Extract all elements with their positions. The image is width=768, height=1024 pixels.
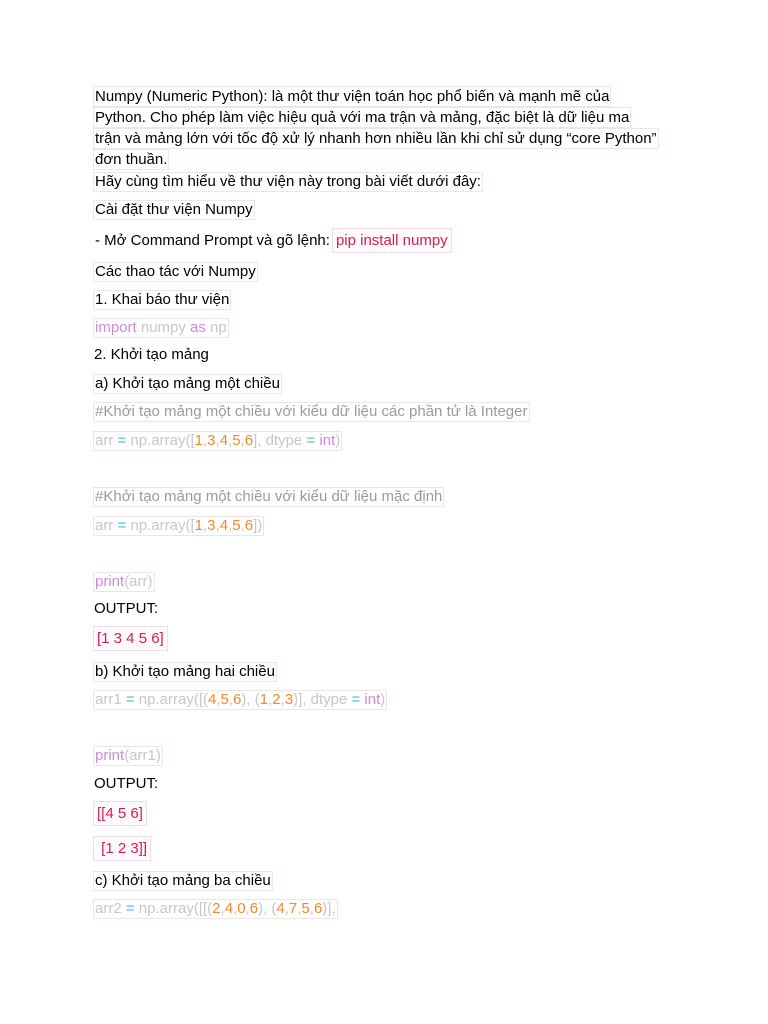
install-heading: Cài đặt thư viện Numpy xyxy=(95,201,253,218)
code-print-arr: print(arr) xyxy=(95,573,153,590)
import-keyword: import xyxy=(95,319,137,336)
import-code xyxy=(93,318,229,338)
output-2-line-2: [1 2 3]] xyxy=(93,836,151,861)
output-1: [1 3 4 5 6] xyxy=(93,626,168,651)
code-line-arr1: arr1 = np.array([(4,5,6), (1,2,3)], dtype = int) xyxy=(95,691,386,708)
code-line-arr-int: arr = np.array([1,3,4,5,6], dtype = int) xyxy=(95,432,341,449)
intro-paragraph xyxy=(93,86,659,170)
code-line-arr-default: arr = np.array([1,3,4,5,6]) xyxy=(95,517,263,534)
ops-heading: Các thao tác với Numpy xyxy=(95,263,256,280)
section1-heading: 1. Khai báo thư viện xyxy=(95,291,230,308)
install-instruction-row xyxy=(93,228,452,254)
section2b-heading: b) Khởi tạo mảng hai chiều xyxy=(95,663,275,680)
code-print-arr1: print(arr1) xyxy=(95,747,161,764)
module-alias: np xyxy=(205,319,227,336)
code-comment-2: #Khởi tạo mảng một chiều với kiểu dữ liệu mặc định xyxy=(95,488,443,505)
code-line-arr2: arr2 = np.array([[(2,4,0,6), (4,7,5,6)], xyxy=(95,900,336,917)
intro-line-4: đơn thuần. xyxy=(95,151,168,168)
intro-line-1: Numpy (Numeric Python): là một thư viện toán học phổ biến và mạnh mẽ của xyxy=(95,88,610,105)
install-command: pip install numpy xyxy=(332,228,452,253)
section2c-heading: c) Khởi tạo mảng ba chiều xyxy=(95,872,271,889)
intro-line-3: trận và mảng lớn với tốc độ xử lý nhanh hơn nhiều lần khi chỉ sử dụng “core Python” xyxy=(95,130,657,147)
install-instruction: - Mở Command Prompt và gõ lệnh: xyxy=(93,228,332,254)
output-label-1: OUTPUT: xyxy=(94,600,159,617)
as-keyword: as xyxy=(190,319,206,336)
output-label-2: OUTPUT: xyxy=(94,775,159,792)
intro-line-2: Python. Cho phép làm việc hiệu quả với ma trận và mảng, đặc biệt là dữ liệu ma xyxy=(95,109,630,126)
code-comment-1: #Khởi tạo mảng một chiều với kiểu dữ liệu các phần tử là Integer xyxy=(95,403,528,420)
module-name: numpy xyxy=(136,319,191,336)
section2-heading: 2. Khởi tạo mảng xyxy=(94,346,209,363)
section2a-heading: a) Khởi tạo mảng một chiều xyxy=(95,375,280,392)
lead-text: Hãy cùng tìm hiểu về thư viện này trong bài viết dưới đây: xyxy=(95,173,481,190)
output-2-line-1: [[4 5 6] xyxy=(93,801,147,826)
